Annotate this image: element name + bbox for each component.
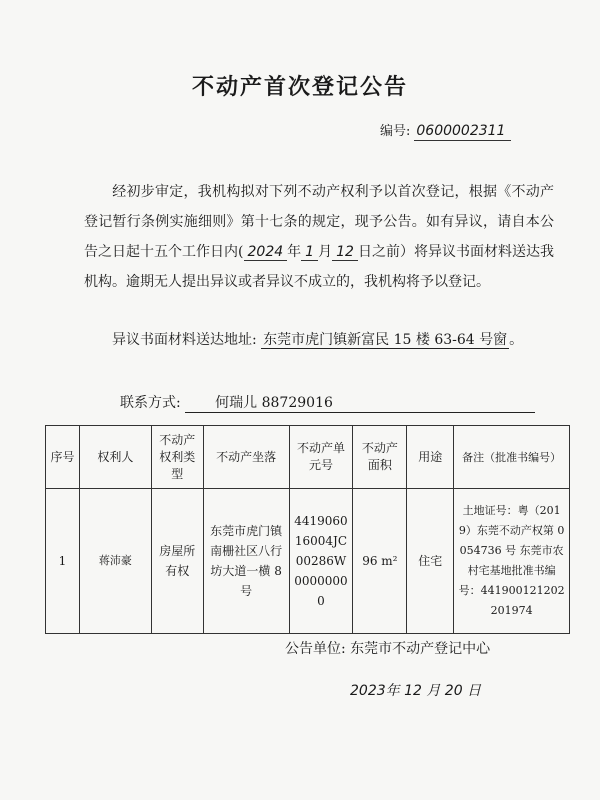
cell-holder: 蒋沛豪: [79, 489, 151, 634]
header-area: 不动产面积: [353, 426, 407, 489]
header-right-type: 不动产权利类型: [151, 426, 203, 489]
document-number-value: 0600002311: [414, 123, 511, 141]
objection-address-label: 异议书面材料送达地址:: [112, 332, 257, 348]
contact-value: 何瑞儿 88729016: [185, 392, 535, 413]
cell-remark: 土地证号：粤（2019）东莞不动产权第 0054736 号 东莞市农村宅基地批准书编号：441900121202201974: [454, 489, 570, 634]
objection-address-value: 东莞市虎门镇新富民 15 楼 63-64 号窗: [263, 332, 508, 348]
body-text-2: 日之前）将异议书面材料送达我机构。逾期无人提出异议或者异议不成立的，我机构将予以登记。: [84, 244, 555, 290]
objection-address: [84, 326, 554, 354]
deadline-month: 1: [301, 244, 318, 261]
cell-area: 96 m²: [353, 489, 407, 634]
header-remark: 备注（批准书编号）: [454, 426, 570, 489]
header-no: 序号: [46, 426, 80, 489]
announcing-unit: [285, 638, 490, 658]
deadline-year-unit: 年: [287, 244, 302, 260]
deadline-day: 12: [332, 244, 358, 261]
announcement-date: 2023年 12 月 20 日: [350, 683, 482, 699]
table-row: [46, 489, 570, 634]
deadline-year: 2024: [244, 244, 288, 261]
document-number-label: 编号:: [380, 124, 411, 139]
header-holder: 权利人: [79, 426, 151, 489]
header-location: 不动产坐落: [203, 426, 289, 489]
deadline-month-unit: 月: [318, 244, 333, 260]
cell-location: 东莞市虎门镇南栅社区八行坊大道一横 8 号: [203, 489, 289, 634]
announcement-body: [84, 177, 554, 297]
header-use: 用途: [407, 426, 454, 489]
cell-use: 住宅: [407, 489, 454, 634]
registration-table: [45, 425, 570, 634]
document-number: [380, 120, 511, 139]
table-header-row: [46, 426, 570, 489]
cell-right-type: 房屋所有权: [151, 489, 203, 634]
announcing-unit-label: 公告单位:: [285, 641, 346, 657]
contact-info: [120, 392, 535, 413]
page-title: 不动产首次登记公告: [191, 74, 408, 100]
contact-label: 联系方式:: [120, 395, 181, 411]
cell-no: 1: [46, 489, 80, 634]
body-text-1: 经初步审定，我机构拟对下列不动产权利予以首次登记，根据《不动产登记暂行条例实施细则》第十七条的规定，现予公告。如有异议，请自本公告之日起十五个工作日内(: [84, 184, 554, 260]
cell-unit-no: 441906016004JC00286W00000000: [289, 489, 353, 634]
objection-address-end: 。: [509, 332, 524, 348]
announcing-unit-name: 东莞市不动产登记中心: [350, 641, 491, 657]
header-unit-no: 不动产单元号: [289, 426, 353, 489]
